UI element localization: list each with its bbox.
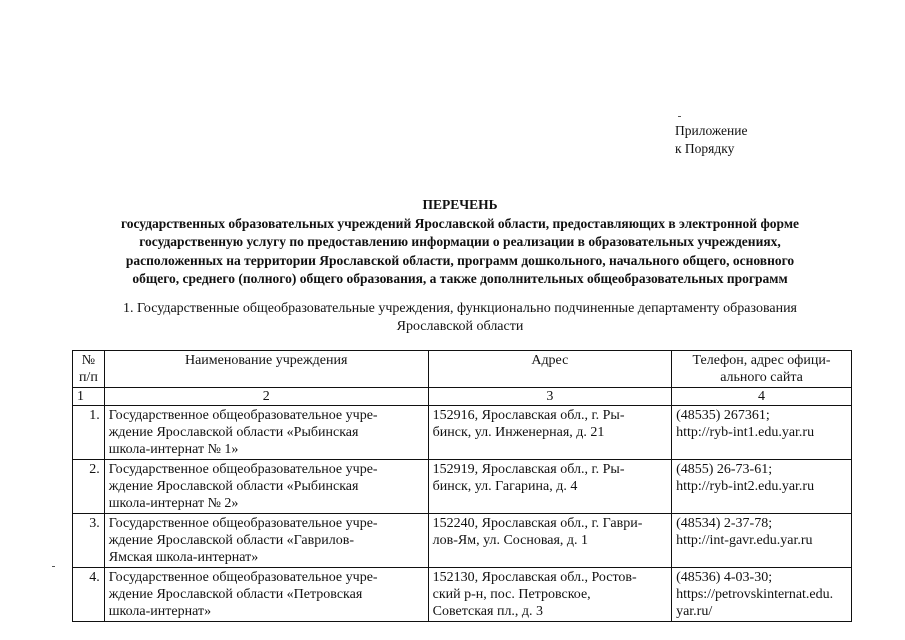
address-line: бинск, ул. Инженерная, д. 21: [432, 425, 605, 440]
institution-contact: [672, 406, 852, 460]
name-line: ждение Ярославской области «Рыбинская: [108, 479, 359, 494]
row-index: 4.: [73, 568, 105, 622]
column-number: 2: [104, 388, 428, 406]
website-link[interactable]: yar.ru/: [676, 604, 713, 619]
header-idx-line: п/п: [78, 370, 98, 385]
document-title: [60, 196, 860, 289]
institution-contact: [672, 568, 852, 622]
header-contact: [672, 351, 852, 388]
address-line: 152916, Ярославская обл., г. Ры-: [432, 408, 625, 423]
address-line: ский р-н, пос. Петровское,: [432, 587, 591, 602]
column-number: 3: [428, 388, 671, 406]
website-link[interactable]: https://petrovskinternat.edu.: [676, 587, 834, 602]
table-row: [73, 406, 852, 460]
table-header-row: [73, 351, 852, 388]
institution-name: [104, 514, 428, 568]
name-line: школа-интернат»: [108, 604, 212, 619]
address-line: 152919, Ярославская обл., г. Ры-: [432, 462, 625, 477]
section-line-1: 1. Государственные общеобразовательные учреждения, функционально подчиненные департаменту образования: [122, 301, 798, 316]
institution-address: [428, 460, 671, 514]
address-line: 152130, Ярославская обл., Ростов-: [432, 570, 637, 585]
address-line: бинск, ул. Гагарина, д. 4: [432, 479, 578, 494]
appendix-line-2: к Порядку: [675, 141, 735, 156]
title-line-1: государственных образовательных учреждений Ярославской области, предоставляющих в электронной форме: [120, 215, 800, 231]
title-line-3: расположенных на территории Ярославской области, программ дошкольного, начального общего, основного: [125, 252, 795, 268]
institution-address: [428, 514, 671, 568]
header-contact-line: ального сайта: [720, 370, 803, 385]
row-index: 2.: [73, 460, 105, 514]
header-address: Адрес: [428, 351, 671, 388]
phone-text: (4855) 26-73-61;: [676, 462, 773, 477]
institution-contact: [672, 514, 852, 568]
section-line-2: Ярославской области: [396, 319, 524, 334]
title-main: ПЕРЕЧЕНЬ: [422, 197, 498, 212]
institution-contact: [672, 460, 852, 514]
title-line-4: общего, среднего (полного) общего образования, а также дополнительных общеобразовательных программ: [132, 271, 788, 286]
table-row: [73, 460, 852, 514]
header-idx: [73, 351, 105, 388]
name-line: Государственное общеобразовательное учре-: [108, 462, 378, 477]
institutions-table: [72, 350, 852, 622]
institution-name: [104, 568, 428, 622]
header-name: Наименование учреждения: [104, 351, 428, 388]
website-link[interactable]: http://ryb-int1.edu.yar.ru: [676, 425, 815, 440]
address-line: 152240, Ярославская обл., г. Гаври-: [432, 516, 643, 531]
section-heading: [80, 300, 840, 336]
address-line: Советская пл., д. 3: [432, 604, 544, 619]
name-line: Ямская школа-интернат»: [108, 550, 259, 565]
name-line: школа-интернат № 2»: [108, 496, 239, 511]
name-line: Государственное общеобразовательное учре-: [108, 570, 378, 585]
address-line: лов-Ям, ул. Сосновая, д. 1: [432, 533, 589, 548]
website-link[interactable]: http://int-gavr.edu.yar.ru: [676, 533, 813, 548]
table-row: [73, 514, 852, 568]
table-row: [73, 568, 852, 622]
institution-address: [428, 568, 671, 622]
institution-address: [428, 406, 671, 460]
column-number: 1: [73, 388, 105, 406]
appendix-note: [675, 122, 747, 158]
phone-text: (48534) 2-37-78;: [676, 516, 773, 531]
institution-name: [104, 460, 428, 514]
name-line: Государственное общеобразовательное учре-: [108, 516, 378, 531]
phone-text: (48536) 4-03-30;: [676, 570, 773, 585]
name-line: ждение Ярославской области «Рыбинская: [108, 425, 359, 440]
name-line: Государственное общеобразовательное учре-: [108, 408, 378, 423]
institution-name: [104, 406, 428, 460]
name-line: ждение Ярославской области «Гаврилов-: [108, 533, 355, 548]
column-number-row: [73, 388, 852, 406]
website-link[interactable]: http://ryb-int2.edu.yar.ru: [676, 479, 815, 494]
title-line-2: государственную услугу по предоставлению информации о реализации в образовательных учреждениях,: [139, 234, 781, 249]
header-idx-line: №: [81, 353, 96, 368]
row-index: 3.: [73, 514, 105, 568]
header-contact-line: Телефон, адрес офици-: [692, 353, 831, 368]
appendix-line-1: Приложение: [675, 123, 748, 138]
name-line: ждение Ярославской области «Петровская: [108, 587, 363, 602]
row-index: 1.: [73, 406, 105, 460]
phone-text: (48535) 267361;: [676, 408, 770, 423]
name-line: школа-интернат № 1»: [108, 442, 239, 457]
column-number: 4: [672, 388, 852, 406]
